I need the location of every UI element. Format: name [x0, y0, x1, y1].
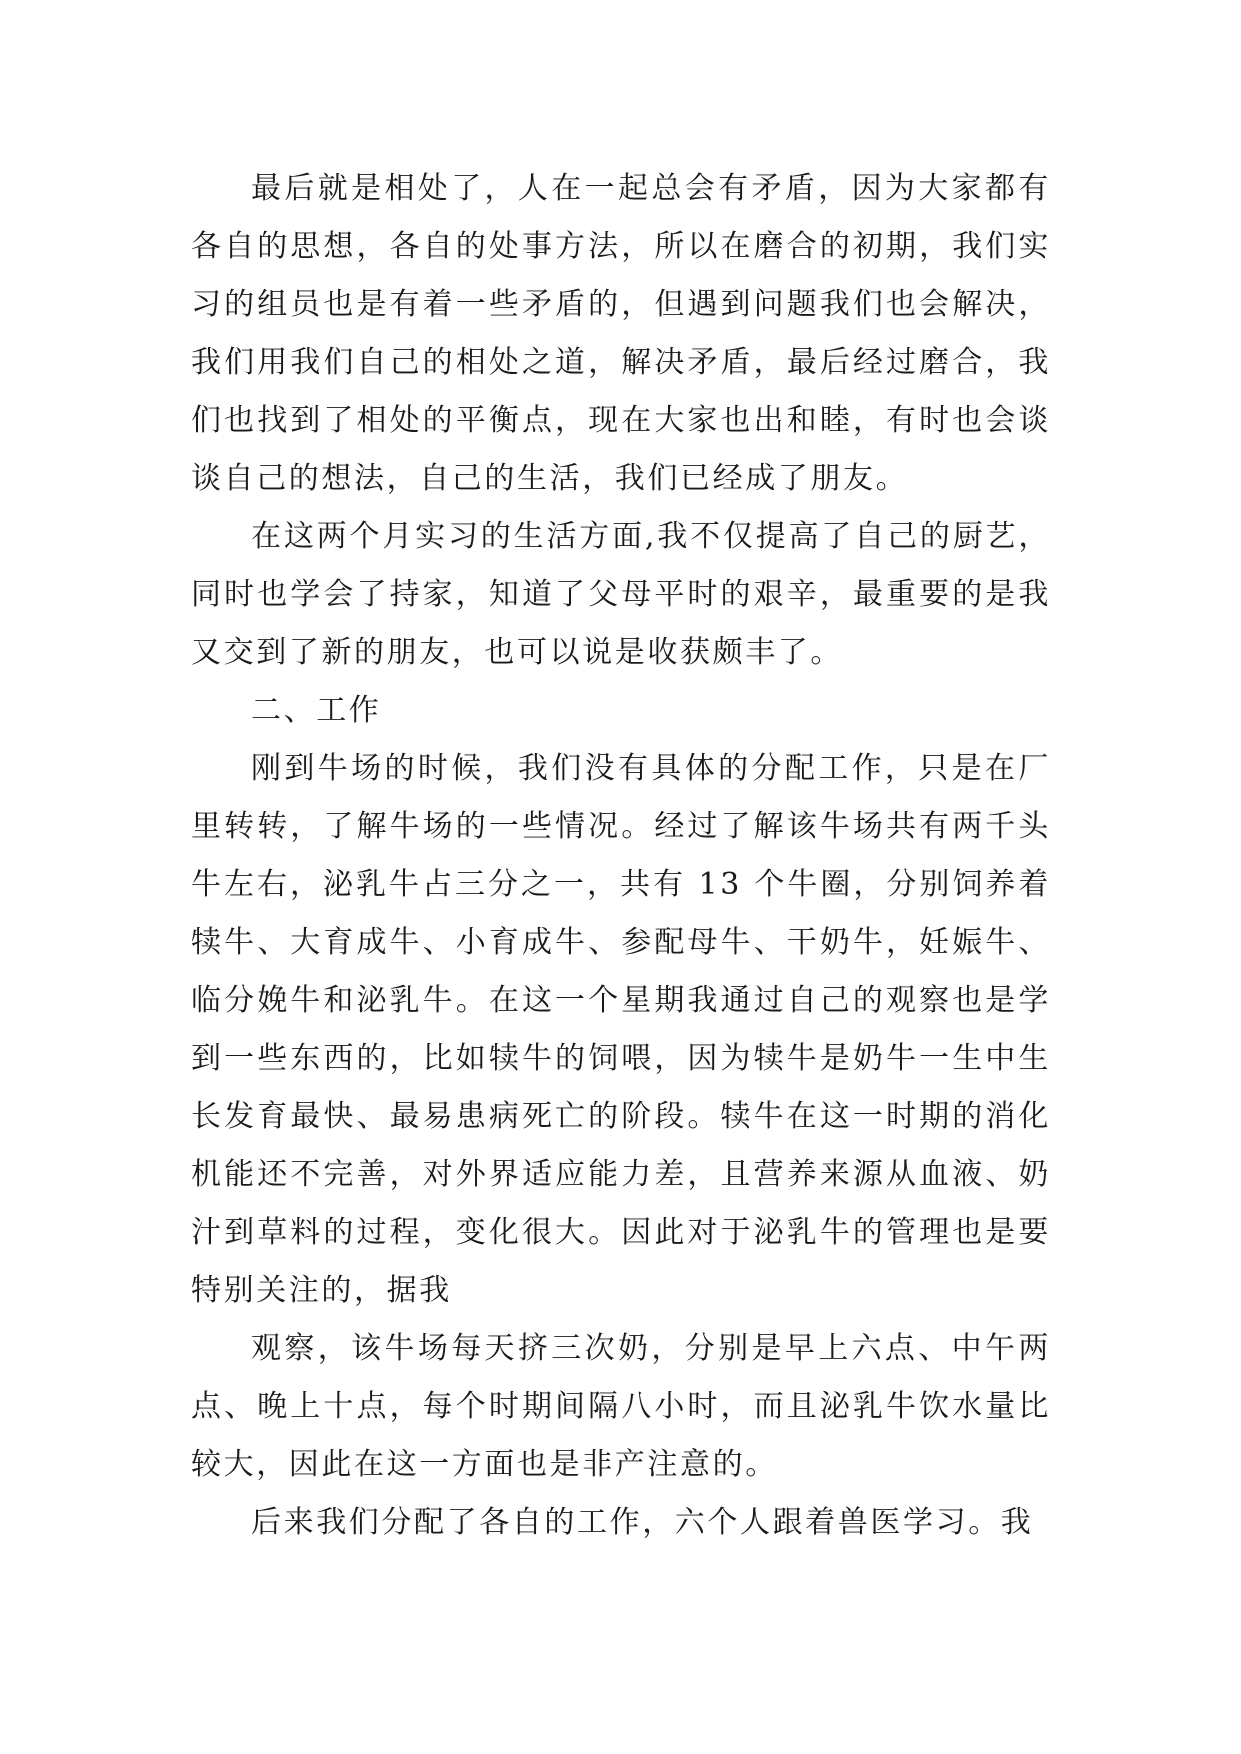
- section-heading-work: 二、工作: [251, 693, 382, 728]
- document-body: [191, 160, 1051, 1552]
- paragraph-getting-along: 最后就是相处了，人在一起总会有矛盾，因为大家都有各自的思想，各自的处事方法，所以在磨合的初期，我们实习的组员也是有着一些矛盾的，但遇到问题我们也会解决，我们用我们自己的相处之道，解决矛盾，最后经过磨合，我们也找到了相处的平衡点，现在大家也出和睦，有时也会谈谈自己的想法，自己的生活，我们已经成了朋友。: [191, 171, 1051, 496]
- paragraph-life-aspects: 在这两个月实习的生活方面,我不仅提高了自己的厨艺，同时也学会了持家，知道了父母平时的艰辛，最重要的是我又交到了新的朋友，也可以说是收获颇丰了。: [191, 519, 1051, 670]
- paragraph-farm-arrival: 刚到牛场的时候，我们没有具体的分配工作，只是在厂里转转，了解牛场的一些情况。经过了解该牛场共有两千头牛左右，泌乳牛占三分之一，共有 13 个牛圈，分别饲养着犊牛、大育成牛、小育成牛、参配母牛、干奶牛，妊娠牛、临分娩牛和泌乳牛。在这一个星期我通过自己的观察也是学到一些东西的，比如犊牛的饲喂，因为犊牛是奶牛一生中生长发育最快、最易患病死亡的阶段。犊牛在这一时期的消化机能还不完善，对外界适应能力差，且营养来源从血液、奶汁到草料的过程，变化很大。因此对于泌乳牛的管理也是要特别关注的，据我: [191, 751, 1051, 1308]
- paragraph-milking-observation: 观察，该牛场每天挤三次奶，分别是早上六点、中午两点、晚上十点，每个时期间隔八小时，而且泌乳牛饮水量比较大，因此在这一方面也是非产注意的。: [191, 1331, 1051, 1482]
- paragraph-work-assignment: 后来我们分配了各自的工作，六个人跟着兽医学习。我: [251, 1505, 1034, 1540]
